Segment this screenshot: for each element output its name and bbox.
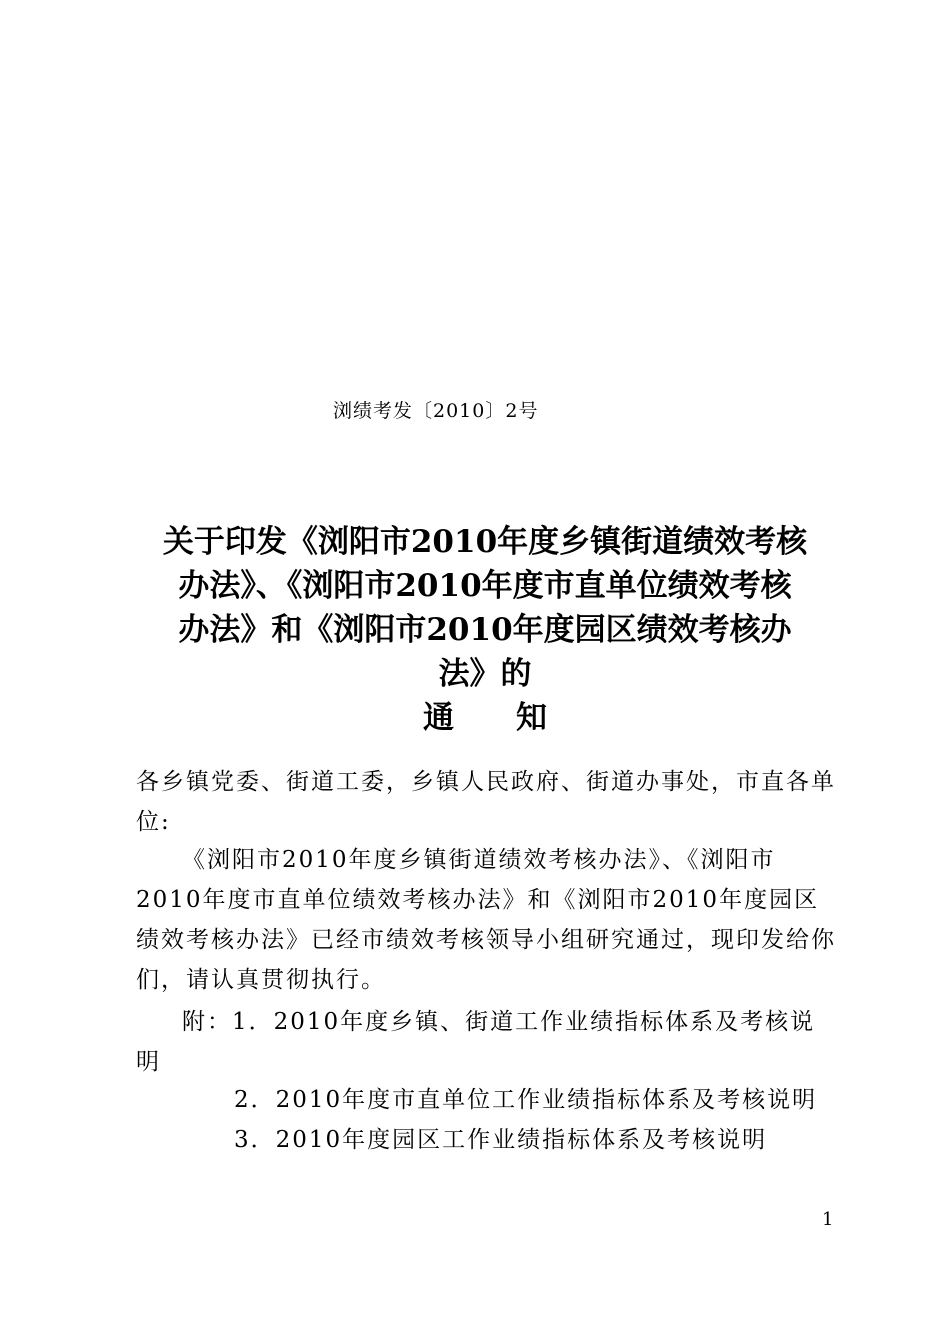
- attachment-item-3: 3．2010年度园区工作业绩指标体系及考核说明: [234, 1127, 768, 1153]
- salutation: 各乡镇党委、街道工委，乡镇人民政府、街道办事处，市直各单位:: [136, 769, 836, 835]
- title-line-3: 办法》和《浏阳市2010年度园区绩效考核办: [178, 612, 792, 648]
- attachment-item-1: 附：1．2010年度乡镇、街道工作业绩指标体系及考核说明: [136, 1009, 816, 1075]
- page-number: 1: [822, 1209, 834, 1230]
- title-subtitle: 通知: [423, 700, 609, 736]
- title-line-4: 法》的: [438, 656, 532, 692]
- body-paragraph: 《浏阳市2010年度乡镇街道绩效考核办法》、《浏阳市2010年度市直单位绩效考核办法》和《浏阳市2010年度园区绩效考核办法》已经市绩效考核领导小组研究通过，现印发给你们，请认真贯彻执行。: [136, 847, 836, 993]
- document-number: 浏绩考发〔2010〕2号: [333, 400, 539, 422]
- title-line-2: 办法》、《浏阳市2010年度市直单位绩效考核: [178, 568, 792, 604]
- attachment-item-2: 2．2010年度市直单位工作业绩指标体系及考核说明: [234, 1087, 818, 1113]
- document-title: [130, 520, 840, 740]
- title-line-1: 关于印发《浏阳市2010年度乡镇街道绩效考核: [162, 524, 808, 560]
